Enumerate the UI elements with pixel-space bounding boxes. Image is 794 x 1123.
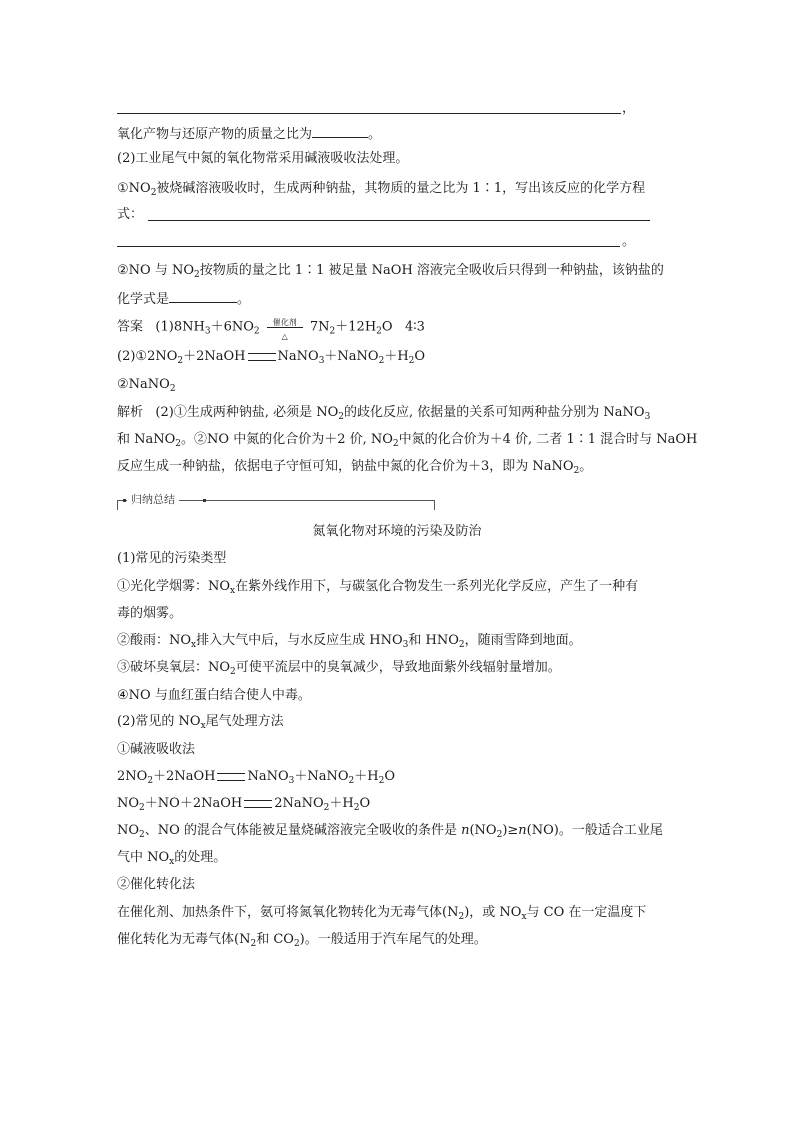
summary-text: 气中 NO (117, 850, 170, 865)
summary-text: n (461, 823, 470, 838)
subscript: x (191, 640, 197, 650)
subscript: 2 (150, 188, 157, 198)
analysis-text: 和 NaNO (117, 432, 176, 447)
subscript: 2 (496, 830, 503, 840)
q2-2-text-c: 化学式是 (117, 292, 170, 307)
eq-text: ＋NO＋2NaOH (144, 796, 243, 811)
answer-line-2 (117, 348, 425, 366)
answer-blank-line (117, 113, 621, 114)
subscript: 2 (348, 776, 355, 786)
subscript: 2 (147, 776, 154, 786)
answer-text: ＋H (384, 349, 409, 364)
q2-2-text-b: 按物质的量之比 1∶1 被足量 NaOH 溶液完全吸收后只得到一种钠盐，该钠盐的 (199, 263, 664, 278)
subscript: 3 (288, 776, 295, 786)
answer-text: ＋NaNO (324, 349, 379, 364)
answer-line-3 (117, 376, 176, 394)
answer-text: ＋12H (335, 319, 377, 335)
equation-blank-1[interactable] (148, 220, 650, 221)
summary-text: NO (117, 823, 140, 838)
subscript: 2 (458, 640, 465, 650)
analysis-line-3 (117, 458, 592, 476)
subscript: 2 (175, 439, 182, 449)
equation-blank-2[interactable] (117, 246, 620, 247)
pollution-item-2 (117, 632, 582, 650)
analysis-label: 解析 (117, 405, 144, 420)
subscript: 2 (323, 803, 330, 813)
summary-dot-left (123, 499, 126, 502)
condition-line-2 (117, 849, 226, 867)
subscript: 2 (293, 939, 300, 949)
answer-text: NaNO (277, 349, 319, 364)
catalysis-line-1 (117, 904, 646, 922)
analysis-line-1 (117, 404, 650, 422)
ratio-blank[interactable] (312, 123, 368, 138)
subscript: 2 (253, 326, 260, 337)
equation-2 (117, 795, 370, 813)
analysis-text: 。②NO 中氮的化合价为＋2 价, NO (181, 432, 393, 447)
subscript: 3 (318, 356, 325, 366)
summary-text: 排入大气中后，与水反应生成 HNO (196, 633, 403, 648)
summary-text: ③破坏臭氧层：NO (117, 660, 231, 675)
question-2-2 (117, 262, 664, 280)
eq-text: 2NaNO (274, 796, 324, 811)
summary-text: ②酸雨：NO (117, 633, 192, 648)
catalyst-arrow (267, 318, 303, 341)
section-1-title: (1)常见的污染类型 (117, 551, 227, 566)
subscript: x (169, 857, 175, 867)
analysis-text: 的歧化反应, 依据量的关系可知两种盐分别为 NaNO (344, 405, 645, 420)
summary-text: 、NO 的混合气体能被足量烧碱溶液完全吸收的条件是 (144, 823, 462, 838)
answer-label: 答案 (117, 319, 144, 335)
analysis-line-2 (117, 431, 697, 449)
subscript: 2 (376, 326, 382, 337)
subscript: 2 (139, 830, 145, 840)
section-2-title (117, 713, 284, 731)
punct: 。 (368, 127, 382, 142)
subscript: x (230, 586, 236, 596)
summary-text: 与 CO 在一定温度下 (526, 905, 647, 920)
line-end-period: 。 (622, 234, 636, 249)
eq-text: 2NO (117, 769, 148, 784)
equals-sign (217, 773, 245, 781)
summary-text: (NO)。一般适合工业尾 (526, 823, 663, 838)
answer-text: ＋6NO (210, 319, 254, 335)
q2-2-text-a: ②NO 与 NO (117, 263, 194, 278)
subscript: 2 (329, 326, 336, 337)
equals-sign (244, 800, 272, 808)
answer-text: ＋2NaOH (183, 349, 246, 364)
subscript: 3 (644, 412, 651, 422)
answer-text: (1)8NH (155, 319, 205, 335)
subscript: 2 (169, 384, 176, 394)
subscript: 2 (353, 803, 360, 813)
question-2-1 (117, 180, 645, 198)
question-2-2-formula (117, 288, 250, 309)
summary-rule-right-cap (434, 500, 435, 510)
question-2-1-formula-label: 式： (117, 207, 144, 222)
subscript: 2 (378, 776, 385, 786)
summary-text: 可使平流层中的臭氧减少，导致地面紫外线辐射量增加。 (235, 660, 561, 675)
question-ratio-line (117, 123, 381, 144)
answer-text: 7N (309, 319, 330, 335)
pollution-item-1-cont: 毒的烟雾。 (117, 606, 183, 621)
punct: 。 (237, 292, 251, 307)
question-2-title: (2)工业尾气中氮的氧化物常采用碱液吸收法处理。 (117, 151, 409, 166)
answer-text: (2)①2NO (117, 349, 178, 364)
eq-text: ＋H (329, 796, 354, 811)
subscript: 2 (338, 412, 345, 422)
analysis-text: (2)①生成两种钠盐, 必须是 NO (155, 405, 339, 420)
summary-text: ①光化学烟雾：NO (117, 579, 231, 594)
pollution-item-3 (117, 659, 561, 677)
subscript: 2 (458, 912, 465, 922)
answer-text: ②NaNO (117, 377, 170, 392)
summary-text: )。一般适用于汽车尾气的处理。 (299, 932, 487, 947)
condition-line-1 (117, 822, 663, 840)
eq-text: O (359, 796, 371, 811)
subscript: x (521, 912, 527, 922)
method-1-title: ①碱液吸收法 (117, 742, 196, 757)
pollution-item-4: ④NO 与血红蛋白结合使人中毒。 (117, 688, 311, 703)
equals-sign (248, 353, 276, 361)
subscript: 2 (378, 356, 385, 366)
line-end-comma: ， (622, 101, 636, 116)
answer-text: O (381, 319, 393, 335)
equation-1 (117, 768, 395, 786)
subscript: 2 (392, 439, 399, 449)
formula-blank[interactable] (169, 288, 237, 303)
q2-1-text-b: 被烧碱溶液吸收时，生成两种钠盐，其物质的量之比为 1∶1，写出该反应的化学方程 (156, 181, 646, 196)
catalysis-line-2 (117, 931, 487, 949)
summary-dot-right (203, 499, 206, 502)
summary-heading: 氮氧化物对环境的污染及防治 (312, 524, 482, 539)
pollution-item-1 (117, 578, 638, 596)
summary-text: (NO (469, 823, 497, 838)
eq-text: NO (117, 796, 140, 811)
summary-text: 和 HNO (408, 633, 459, 648)
summary-text: (2)常见的 NO (117, 714, 201, 729)
eq-text: ＋H (354, 769, 379, 784)
summary-label: 归纳总结 (127, 492, 179, 508)
analysis-text: 中氮的化合价为＋4 价, 二者 1∶1 混合时与 NaOH (398, 432, 698, 447)
method-2-title: ②催化转化法 (117, 877, 196, 892)
subscript: 2 (573, 466, 580, 476)
eq-text: ＋2NaOH (153, 769, 216, 784)
answer-line-1 (117, 318, 425, 341)
answer-text: O (414, 349, 426, 364)
summary-text: ，随雨雪降到地面。 (464, 633, 582, 648)
subscript: 2 (230, 667, 236, 677)
summary-box-header (117, 492, 435, 512)
summary-text: 在催化剂、加热条件下，氨可将氮氧化物转化为无毒气体(N (117, 905, 459, 920)
analysis-text: 。 (579, 459, 593, 474)
subscript: 2 (408, 356, 415, 366)
subscript: 2 (139, 803, 145, 813)
catalyst-label: 催化剂 (272, 318, 297, 327)
heat-symbol: △ (281, 332, 288, 341)
summary-rule-left-cap (117, 500, 118, 510)
q2-1-text-a: ①NO (117, 181, 151, 196)
subscript: 3 (402, 640, 409, 650)
subscript: 3 (204, 326, 211, 337)
eq-text: ＋NaNO (294, 769, 349, 784)
subscript: 2 (177, 356, 184, 366)
summary-text: 催化转化为无毒气体(N (117, 932, 251, 947)
summary-text: )，或 NO (464, 905, 522, 920)
summary-text: 尾气处理方法 (205, 714, 284, 729)
subscript: x (200, 721, 206, 731)
subscript: 2 (250, 939, 257, 949)
subscript: 2 (194, 270, 200, 280)
eq-text: O (384, 769, 396, 784)
summary-text: n (518, 823, 527, 838)
question-ratio-text: 氧化产物与还原产物的质量之比为 (117, 127, 313, 142)
summary-text: 和 CO (256, 932, 294, 947)
eq-text: NaNO (247, 769, 289, 784)
summary-text: )≥ (502, 823, 519, 838)
analysis-text: 反应生成一种钠盐，依据电子守恒可知，钠盐中氮的化合价为＋3，即为 NaNO (117, 459, 574, 474)
answer-ratio: 4∶3 (404, 319, 425, 335)
summary-text: 在紫外线作用下，与碳氢化合物发生一系列光化学反应，产生了一种有 (235, 579, 639, 594)
summary-text: 的处理。 (174, 850, 227, 865)
